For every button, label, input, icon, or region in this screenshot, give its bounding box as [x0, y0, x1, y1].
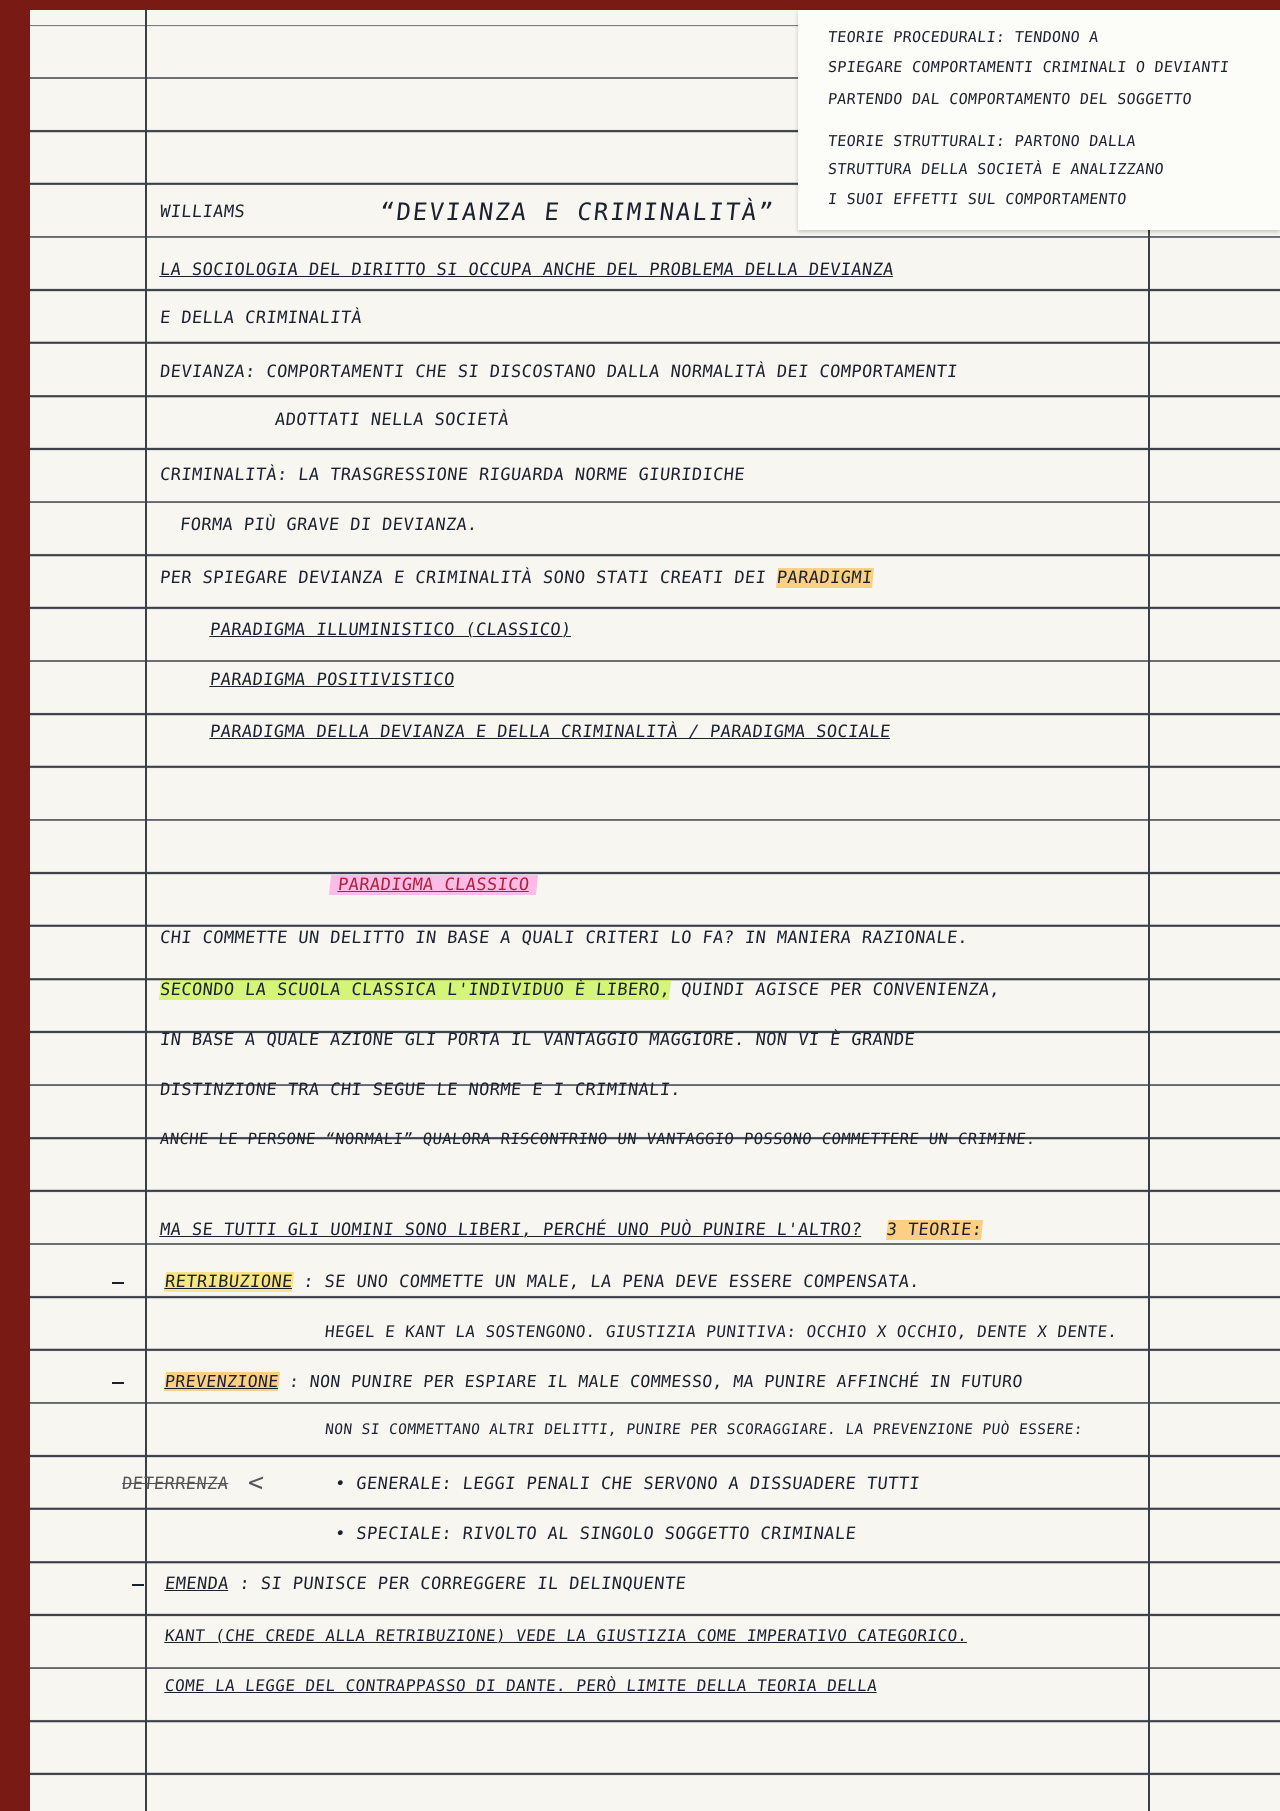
paradigms-intro-text: PER SPIEGARE DEVIANZA E CRIMINALITÀ SONO STATI CREATI DEI: [158, 568, 768, 588]
speciale-item: • SPECIALE: RIVOLTO AL SINGOLO SOGGETTO CRIMINALE: [333, 1524, 858, 1544]
question-tag: 3 TEORIE:: [885, 1220, 984, 1240]
kant-line: KANT (CHE CREDE ALLA RETRIBUZIONE) VEDE LA GIUSTIZIA COME IMPERATIVO CATEGORICO.: [164, 1626, 969, 1645]
emenda-label: EMENDA: [163, 1574, 230, 1594]
classic-highlight: SECONDO LA SCUOLA CLASSICA L'INDIVIDUO È LIBERO,: [158, 980, 672, 1000]
author-name: WILLIAMS: [158, 202, 247, 222]
classic-line-rest: QUINDI AGISCE PER CONVENIENZA,: [680, 980, 1002, 1000]
section-heading: PARADIGMA CLASSICO: [329, 875, 539, 895]
criminalita-definition: CRIMINALITÀ: LA TRASGRESSIONE RIGUARDA NORME GIURIDICHE: [158, 465, 746, 485]
paradigm-item: PARADIGMA ILLUMINISTICO (CLASSICO): [208, 620, 573, 640]
retribuzione-line: [164, 1272, 921, 1292]
paradigms-intro: [159, 568, 874, 588]
classic-line: [159, 980, 1001, 1000]
question-text: MA SE TUTTI GLI UOMINI SONO LIBERI, PERCHÉ UNO PUÒ PUNIRE L'ALTRO?: [158, 1220, 863, 1240]
retribuzione-cont: HEGEL E KANT LA SOSTENGONO. GIUSTIZIA PUNITIVA: OCCHIO X OCCHIO, DENTE X DENTE.: [324, 1322, 1119, 1341]
classic-line: DISTINZIONE TRA CHI SEGUE LE NORME E I CRIMINALI.: [158, 1080, 683, 1100]
emenda-text: : SI PUNISCE PER CORREGGERE IL DELINQUENTE: [238, 1574, 688, 1594]
bullet-dash: [112, 1282, 124, 1284]
classic-line: CHI COMMETTE UN DELITTO IN BASE A QUALI CRITERI LO FA? IN MANIERA RAZIONALE.: [158, 928, 970, 948]
right-margin-line: [1148, 10, 1150, 1811]
prevenzione-line: [164, 1372, 1024, 1391]
sticky-line: TEORIE PROCEDURALI: TENDONO A: [827, 28, 1100, 46]
generale-item: • GENERALE: LEGGI PENALI CHE SERVONO A DISSUADERE TUTTI: [333, 1474, 921, 1494]
prevenzione-label: PREVENZIONE: [164, 1372, 280, 1391]
page-title: “DEVIANZA E CRIMINALITÀ”: [378, 198, 777, 226]
bullet-dash: [112, 1382, 124, 1384]
criminalita-definition-cont: FORMA PIÙ GRAVE DI DEVIANZA.: [178, 515, 479, 535]
classic-line: IN BASE A QUALE AZIONE GLI PORTA IL VANTAGGIO MAGGIORE. NON VI È GRANDE: [158, 1030, 917, 1050]
classic-line: ANCHE LE PERSONE “NORMALI” QUALORA RISCONTRINO UN VANTAGGIO POSSONO COMMETTERE UN CRIMINE.: [159, 1130, 1037, 1148]
sticky-line: SPIEGARE COMPORTAMENTI CRIMINALI O DEVIANTI: [827, 58, 1231, 76]
intro-line: E DELLA CRIMINALITÀ: [158, 308, 364, 328]
margin-line: [145, 10, 147, 1811]
devianza-definition: DEVIANZA: COMPORTAMENTI CHE SI DISCOSTANO DALLA NORMALITÀ DEI COMPORTAMENTI: [158, 362, 959, 382]
kant-line: COME LA LEGGE DEL CONTRAPPASSO DI DANTE. PERÒ LIMITE DELLA TEORIA DELLA: [164, 1676, 879, 1695]
bullet-dash: [132, 1584, 144, 1586]
deterrenza-label: DETERRENZA: [120, 1474, 230, 1494]
question-line: [159, 1220, 983, 1240]
intro-line: LA SOCIOLOGIA DEL DIRITTO SI OCCUPA ANCHE DEL PROBLEMA DELLA DEVIANZA: [158, 260, 895, 280]
sticky-note: [798, 10, 1280, 230]
emenda-line: [164, 1574, 687, 1594]
paradigm-item: PARADIGMA DELLA DEVIANZA E DELLA CRIMINALITÀ / PARADIGMA SOCIALE: [208, 722, 892, 742]
paradigms-highlight: PARADIGMI: [775, 568, 874, 588]
prevenzione-text: : NON PUNIRE PER ESPIARE IL MALE COMMESSO, MA PUNIRE AFFINCHÉ IN FUTURO: [288, 1372, 1024, 1391]
notebook-page: [30, 10, 1280, 1811]
prevenzione-cont: NON SI COMMETTANO ALTRI DELITTI, PUNIRE PER SCORAGGIARE. LA PREVENZIONE PUÒ ESSERE:: [324, 1422, 1084, 1438]
sticky-line: STRUTTURA DELLA SOCIETÀ E ANALIZZANO: [827, 160, 1165, 178]
retribuzione-label: RETRIBUZIONE: [163, 1272, 294, 1292]
brace-symbol: <: [246, 1468, 266, 1498]
retribuzione-text: : SE UNO COMMETTE UN MALE, LA PENA DEVE ESSERE COMPENSATA.: [302, 1272, 922, 1292]
sticky-line: TEORIE STRUTTURALI: PARTONO DALLA: [827, 132, 1137, 150]
devianza-definition-cont: ADOTTATI NELLA SOCIETÀ: [273, 410, 511, 430]
sticky-line: I SUOI EFFETTI SUL COMPORTAMENTO: [827, 190, 1128, 208]
paradigm-item: PARADIGMA POSITIVISTICO: [208, 670, 456, 690]
sticky-line: PARTENDO DAL COMPORTAMENTO DEL SOGGETTO: [827, 90, 1193, 108]
